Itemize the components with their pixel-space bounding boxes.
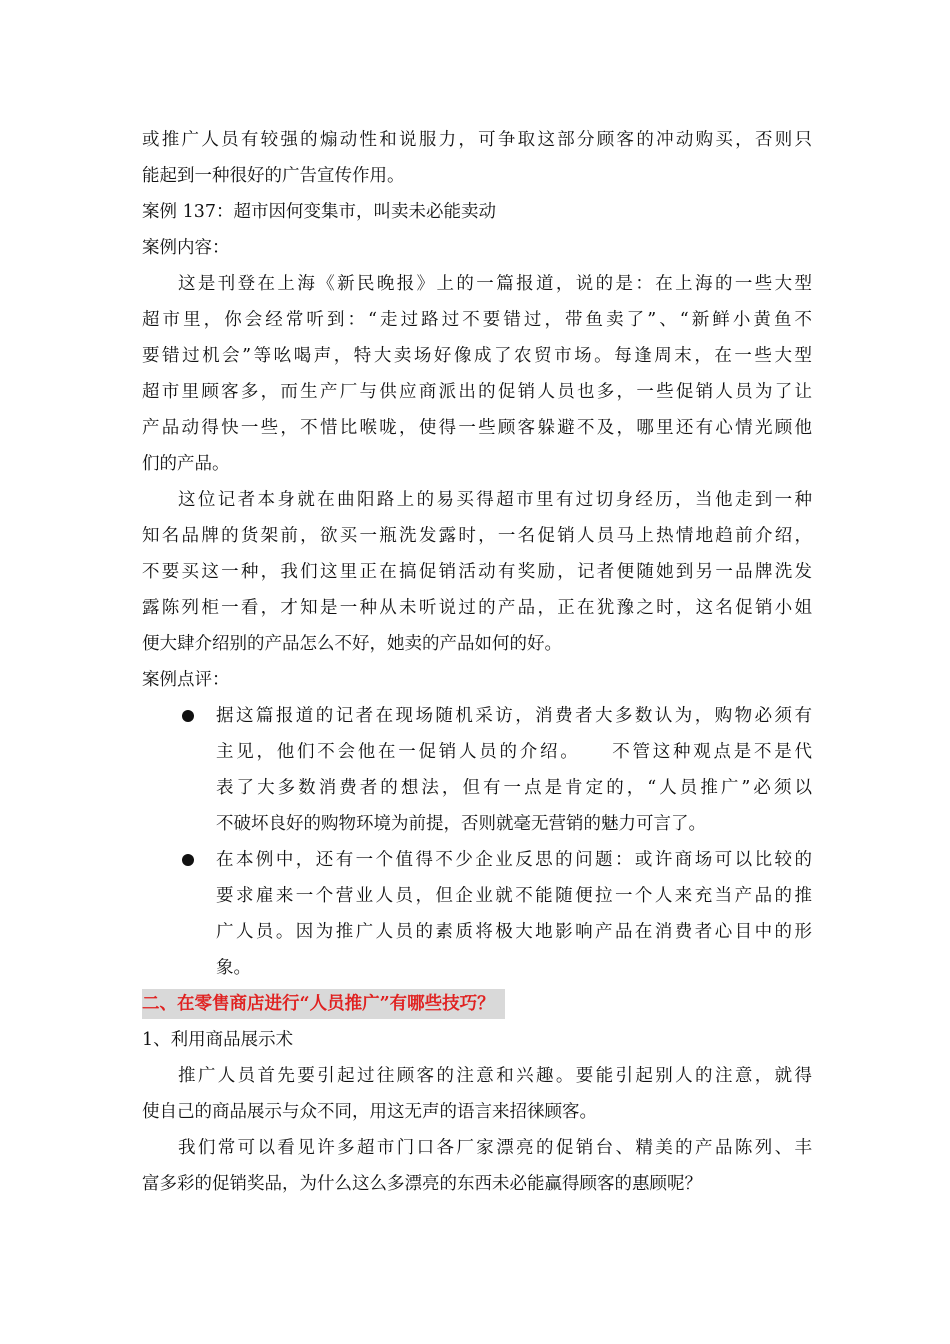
text-line: 要求雇来一个营业人员，但企业就不能随便拉一个人来充当产品的推 bbox=[216, 886, 812, 906]
text-line: 推广人员首先要引起过往顾客的注意和兴趣。要能引起别人的注意，就得 bbox=[178, 1066, 812, 1086]
review-label: 案例点评： bbox=[142, 670, 230, 690]
document-body bbox=[142, 122, 812, 1202]
text-line: 广人员。因为推广人员的素质将极大地影响产品在消费者心目中的形 bbox=[216, 922, 812, 942]
bullet-icon bbox=[182, 854, 194, 866]
section-heading-text: 二、在零售商店进行“人员推广”有哪些技巧？ bbox=[142, 989, 505, 1019]
text-line: 不破坏良好的购物环境为前提，否则就毫无营销的魅力可言了。 bbox=[216, 814, 706, 834]
case-content-label: 案例内容： bbox=[142, 238, 230, 258]
text-line: 便大肆介绍别的产品怎么不好，她卖的产品如何的好。 bbox=[142, 634, 562, 654]
text-line: 超市里顾客多，而生产厂与供应商派出的促销人员也多，一些促销人员为了让 bbox=[142, 382, 812, 402]
text-line: 露陈列柜一看，才知是一种从未听说过的产品，正在犹豫之时，这名促销小姐 bbox=[142, 598, 812, 618]
text-line: 超市里，你会经常听到：“走过路过不要错过，带鱼卖了”、“新鲜小黄鱼不 bbox=[142, 310, 812, 330]
text-line: 知名品牌的货架前，欲买一瓶洗发露时，一名促销人员马上热情地趋前介绍， bbox=[142, 526, 812, 546]
bullet-item bbox=[142, 842, 812, 986]
text-line: 象。 bbox=[216, 958, 251, 978]
bullet-item bbox=[142, 698, 812, 842]
text-line: 这位记者本身就在曲阳路上的易买得超市里有过切身经历，当他走到一种 bbox=[178, 490, 812, 510]
text-line: 这是刊登在上海《新民晚报》上的一篇报道，说的是：在上海的一些大型 bbox=[178, 274, 812, 294]
text-line: 表了大多数消费者的想法，但有一点是肯定的，“人员推广”必须以 bbox=[216, 778, 812, 798]
subheading: 1、利用商品展示术 bbox=[142, 1030, 294, 1050]
text-line: 使自己的商品展示与众不同，用这无声的语言来招徕顾客。 bbox=[142, 1102, 597, 1122]
case-title: 案例 137：超市因何变集市，叫卖未必能卖动 bbox=[142, 202, 496, 222]
text-line: 们的产品。 bbox=[142, 454, 230, 474]
text-line: 富多彩的促销奖品，为什么这么多漂亮的东西未必能赢得顾客的惠顾呢？ bbox=[142, 1174, 702, 1194]
text-line: 不要买这一种，我们这里正在搞促销活动有奖励，记者便随她到另一品牌洗发 bbox=[142, 562, 812, 582]
text-line: 或推广人员有较强的煽动性和说服力，可争取这部分顾客的冲动购买，否则只 bbox=[142, 130, 812, 150]
bullet-icon bbox=[182, 710, 194, 722]
text-line: 能起到一种很好的广告宣传作用。 bbox=[142, 166, 405, 186]
text-line: 据这篇报道的记者在现场随机采访，消费者大多数认为，购物必须有 bbox=[216, 706, 812, 726]
section-heading bbox=[142, 986, 812, 1022]
text-line: 我们常可以看见许多超市门口各厂家漂亮的促销台、精美的产品陈列、丰 bbox=[178, 1138, 812, 1158]
text-line: 产品动得快一些，不惜比喉咙，使得一些顾客躲避不及，哪里还有心情光顾他 bbox=[142, 418, 812, 438]
text-line: 主见，他们不会他在一促销人员的介绍。 不管这种观点是不是代 bbox=[216, 742, 812, 762]
text-line: 在本例中，还有一个值得不少企业反思的问题：或许商场可以比较的 bbox=[216, 850, 812, 870]
text-line: 要错过机会”等吆喝声，特大卖场好像成了农贸市场。每逢周末，在一些大型 bbox=[142, 346, 812, 366]
